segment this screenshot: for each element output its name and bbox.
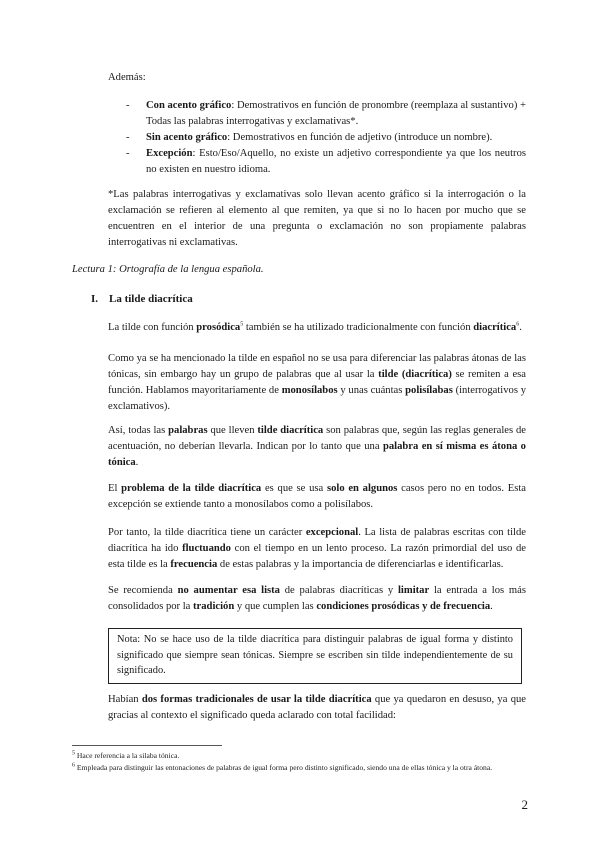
paragraph-3: Así, todas las palabras que lleven tilde diacrítica son palabras que, según las reglas generales de acentuación, no deberían llevarla. Indican por lo tanto que una palabra en sí misma es átona o tónica.: [108, 425, 526, 468]
list-item: [108, 98, 526, 130]
dash-bullet: -: [126, 147, 130, 159]
list-item-text: : Esto/Eso/Aquello, no existe un adjetivo correspondiente ya que los neutros no existen en nuestro idioma.: [146, 147, 526, 175]
asterisk-note: *Las palabras interrogativas y exclamativas solo llevan acento gráfico si la interrogación o la exclamación se refieren al elemento al que remiten, ya que si no lo hacen por mucho que se encuentren en el interior de una pregunta o exclamación no son propiamente palabras interrogativas ni exclamativas.: [108, 189, 526, 248]
paragraph-2: Como ya se ha mencionado la tilde en español no se usa para diferenciar las palabras átonas de las tónicas, sin embargo hay un grupo de palabras que al usar la tilde (diacrítica) se remiten a esa función. Hablamos mayoritariamente de monosílabos y unas cuántas polisílabas (interrogativos y exclamativos).: [108, 353, 526, 412]
list-item-term: Con acento gráfico: [146, 100, 232, 111]
page-number: 2: [521, 797, 528, 812]
paragraph-6: Se recomienda no aumentar esa lista de palabras diacríticas y limitar la entrada a los más consolidados por la tradición y que cumplen las condiciones prosódicas y de frecuencia.: [108, 585, 526, 612]
lectura-title: Lectura 1: Ortografía de la lengua española.: [72, 264, 264, 275]
section-title: La tilde diacrítica: [109, 293, 193, 305]
list-item-term: Excepción: [146, 147, 193, 159]
footnote-ref: 6: [516, 321, 520, 328]
footnote: $^5$ Hace referencia a la silaba tónica.: [72, 750, 180, 760]
paragraph-4: El problema de la tilde diacrítica es que se usa solo en algunos casos pero no en todos. Esta excepción se extiende tanto a monosílabos como a polisílabos.: [108, 483, 526, 510]
paragraph-1: La tilde con función prosódica$^5$ también se ha utilizado tradicionalmente con función diacrítica$^6$.: [108, 321, 522, 333]
footnote-separator: [72, 745, 222, 746]
paragraph-5: Por tanto, la tilde diacrítica tiene un carácter excepcional. La lista de palabras escritas con tilde diacrítica ha ido fluctuando con el tiempo en un lento proceso. La razón primordial del uso de esta tilde es la frecuencia de estas palabras y la importancia de diferenciarlas e identificarlas.: [108, 527, 527, 570]
list-item-text: : Demostrativos en función de pronombre (reemplaza al sustantivo) + Todas las palabras interrogativas y exclamativas*.: [146, 100, 526, 127]
dash-bullet: -: [126, 131, 130, 143]
list-item-text: : Demostrativos en función de adjetivo (introduce un nombre).: [227, 131, 493, 143]
section-heading: [91, 291, 193, 308]
section-number: I.: [91, 293, 99, 305]
footnote: $^6$ Empleada para distinguir las entonaciones de palabras de igual forma pero distinto significado, siendo una de ellas tónica y la otra átona.: [72, 762, 493, 772]
list-item: [108, 146, 526, 178]
paragraph-7: Habían dos formas tradicionales de usar la tilde diacrítica que ya quedaron en desuso, ya que gracias al contexto el significado queda aclarado con total facilidad:: [108, 694, 526, 721]
note-box: Nota: No se hace uso de la tilde diacrítica para distinguir palabras de igual forma y distinto significado que siempre sean tónicas. Siempre se escriben sin tilde independientemente de su significado.: [108, 628, 522, 684]
list-item-term: Sin acento gráfico: [146, 131, 228, 143]
dash-bullet: -: [126, 100, 130, 111]
accent-rules-list: [108, 98, 526, 177]
intro-text: Además:: [108, 72, 146, 83]
list-item: [108, 130, 526, 146]
footnote-ref: 5: [240, 321, 244, 328]
